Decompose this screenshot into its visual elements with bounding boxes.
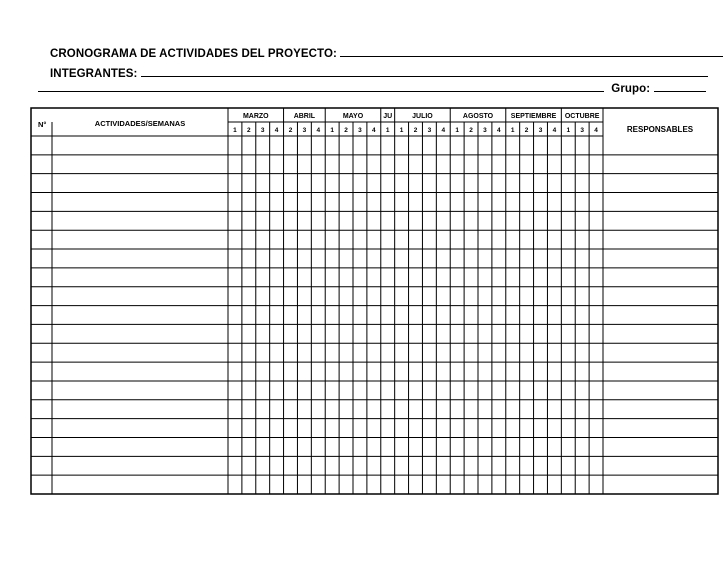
week-number: 2: [413, 127, 418, 134]
activities-header: ACTIVIDADES/SEMANAS: [94, 119, 186, 128]
week-number: 3: [260, 127, 265, 134]
week-number: 1: [233, 127, 237, 134]
week-number: 3: [580, 127, 584, 134]
week-number: 1: [385, 127, 390, 134]
project-label: CRONOGRAMA DE ACTIVIDADES DEL PROYECTO:: [50, 48, 337, 60]
week-number: 2: [344, 127, 348, 134]
week-number: 4: [316, 127, 321, 134]
week-number: 4: [594, 127, 598, 134]
number-header: N°: [38, 120, 47, 129]
week-number: 2: [469, 127, 473, 134]
month-label: MARZO: [242, 113, 269, 120]
month-label: MAYO: [342, 113, 364, 120]
group-label: Grupo:: [611, 83, 651, 95]
month-label: JULIO: [412, 113, 433, 120]
week-number: 3: [483, 127, 487, 134]
month-label: JU: [383, 113, 393, 120]
week-number: 2: [247, 127, 251, 134]
week-number: 3: [358, 127, 362, 134]
week-number: 1: [566, 127, 571, 134]
month-label: OCTUBRE: [564, 113, 600, 120]
week-number: 3: [427, 127, 432, 134]
week-number: 2: [524, 127, 529, 134]
week-number: 1: [330, 127, 334, 134]
week-number: 2: [288, 127, 293, 134]
month-label: SEPTIEMBRE: [510, 113, 557, 120]
table-border: [31, 108, 718, 494]
week-number: 1: [399, 127, 404, 134]
month-label: ABRIL: [293, 113, 316, 120]
members-label: INTEGRANTES:: [50, 68, 138, 80]
month-label: AGOSTO: [462, 113, 494, 120]
week-number: 4: [274, 127, 279, 134]
week-number: 4: [497, 127, 501, 134]
week-number: 3: [538, 127, 543, 134]
week-number: 4: [552, 127, 557, 134]
week-number: 4: [441, 127, 446, 134]
week-number: 3: [302, 127, 307, 134]
week-number: 1: [510, 127, 515, 134]
responsible-header: RESPONSABLES: [626, 125, 694, 134]
week-number: 1: [455, 127, 459, 134]
week-number: 4: [372, 127, 376, 134]
